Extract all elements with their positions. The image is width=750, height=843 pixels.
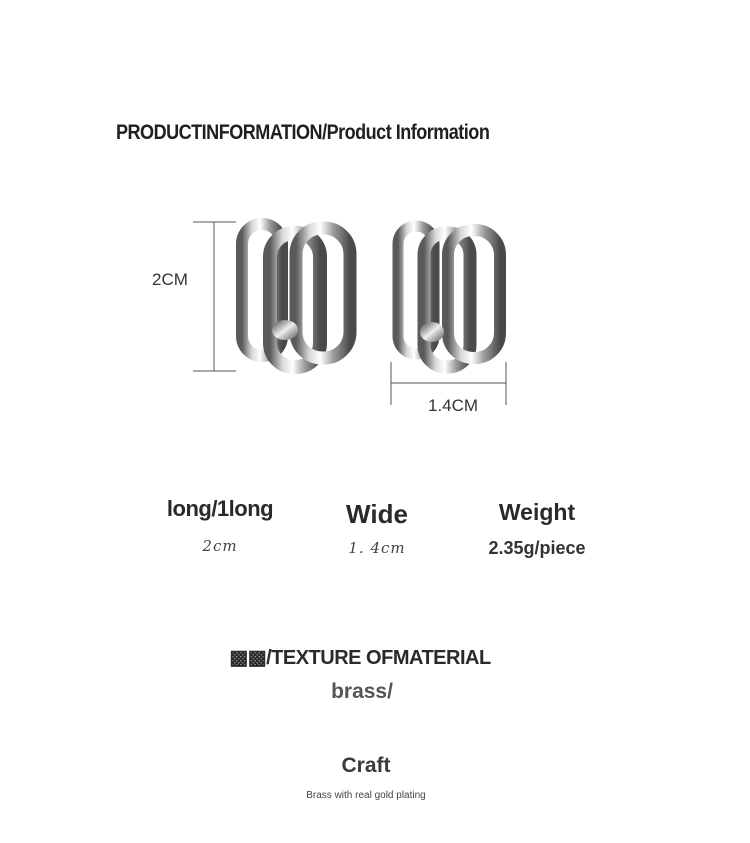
material-heading: ▩▩/TEXTURE OFMATERIAL	[229, 647, 491, 669]
material-value: brass/	[331, 680, 393, 703]
craft-value: Brass with real gold plating	[306, 790, 426, 801]
spec-length-value: 2cm	[202, 537, 238, 555]
width-label: 1.4CM	[428, 396, 479, 415]
spec-width-label: Wide	[346, 499, 408, 529]
earring-right	[398, 226, 500, 367]
spec-weight-value: 2.35g/piece	[488, 538, 586, 558]
spec-width-value: 1. 4cm	[348, 539, 406, 557]
craft-heading: Craft	[341, 754, 391, 777]
earring-left	[242, 224, 350, 367]
page-title: PRODUCTINFORMATION/Product Information	[116, 121, 490, 144]
height-dimension-line	[193, 222, 236, 371]
spec-weight-label: Weight	[498, 499, 576, 525]
spec-length-label: long/1long	[166, 496, 274, 521]
height-label: 2CM	[152, 270, 188, 289]
